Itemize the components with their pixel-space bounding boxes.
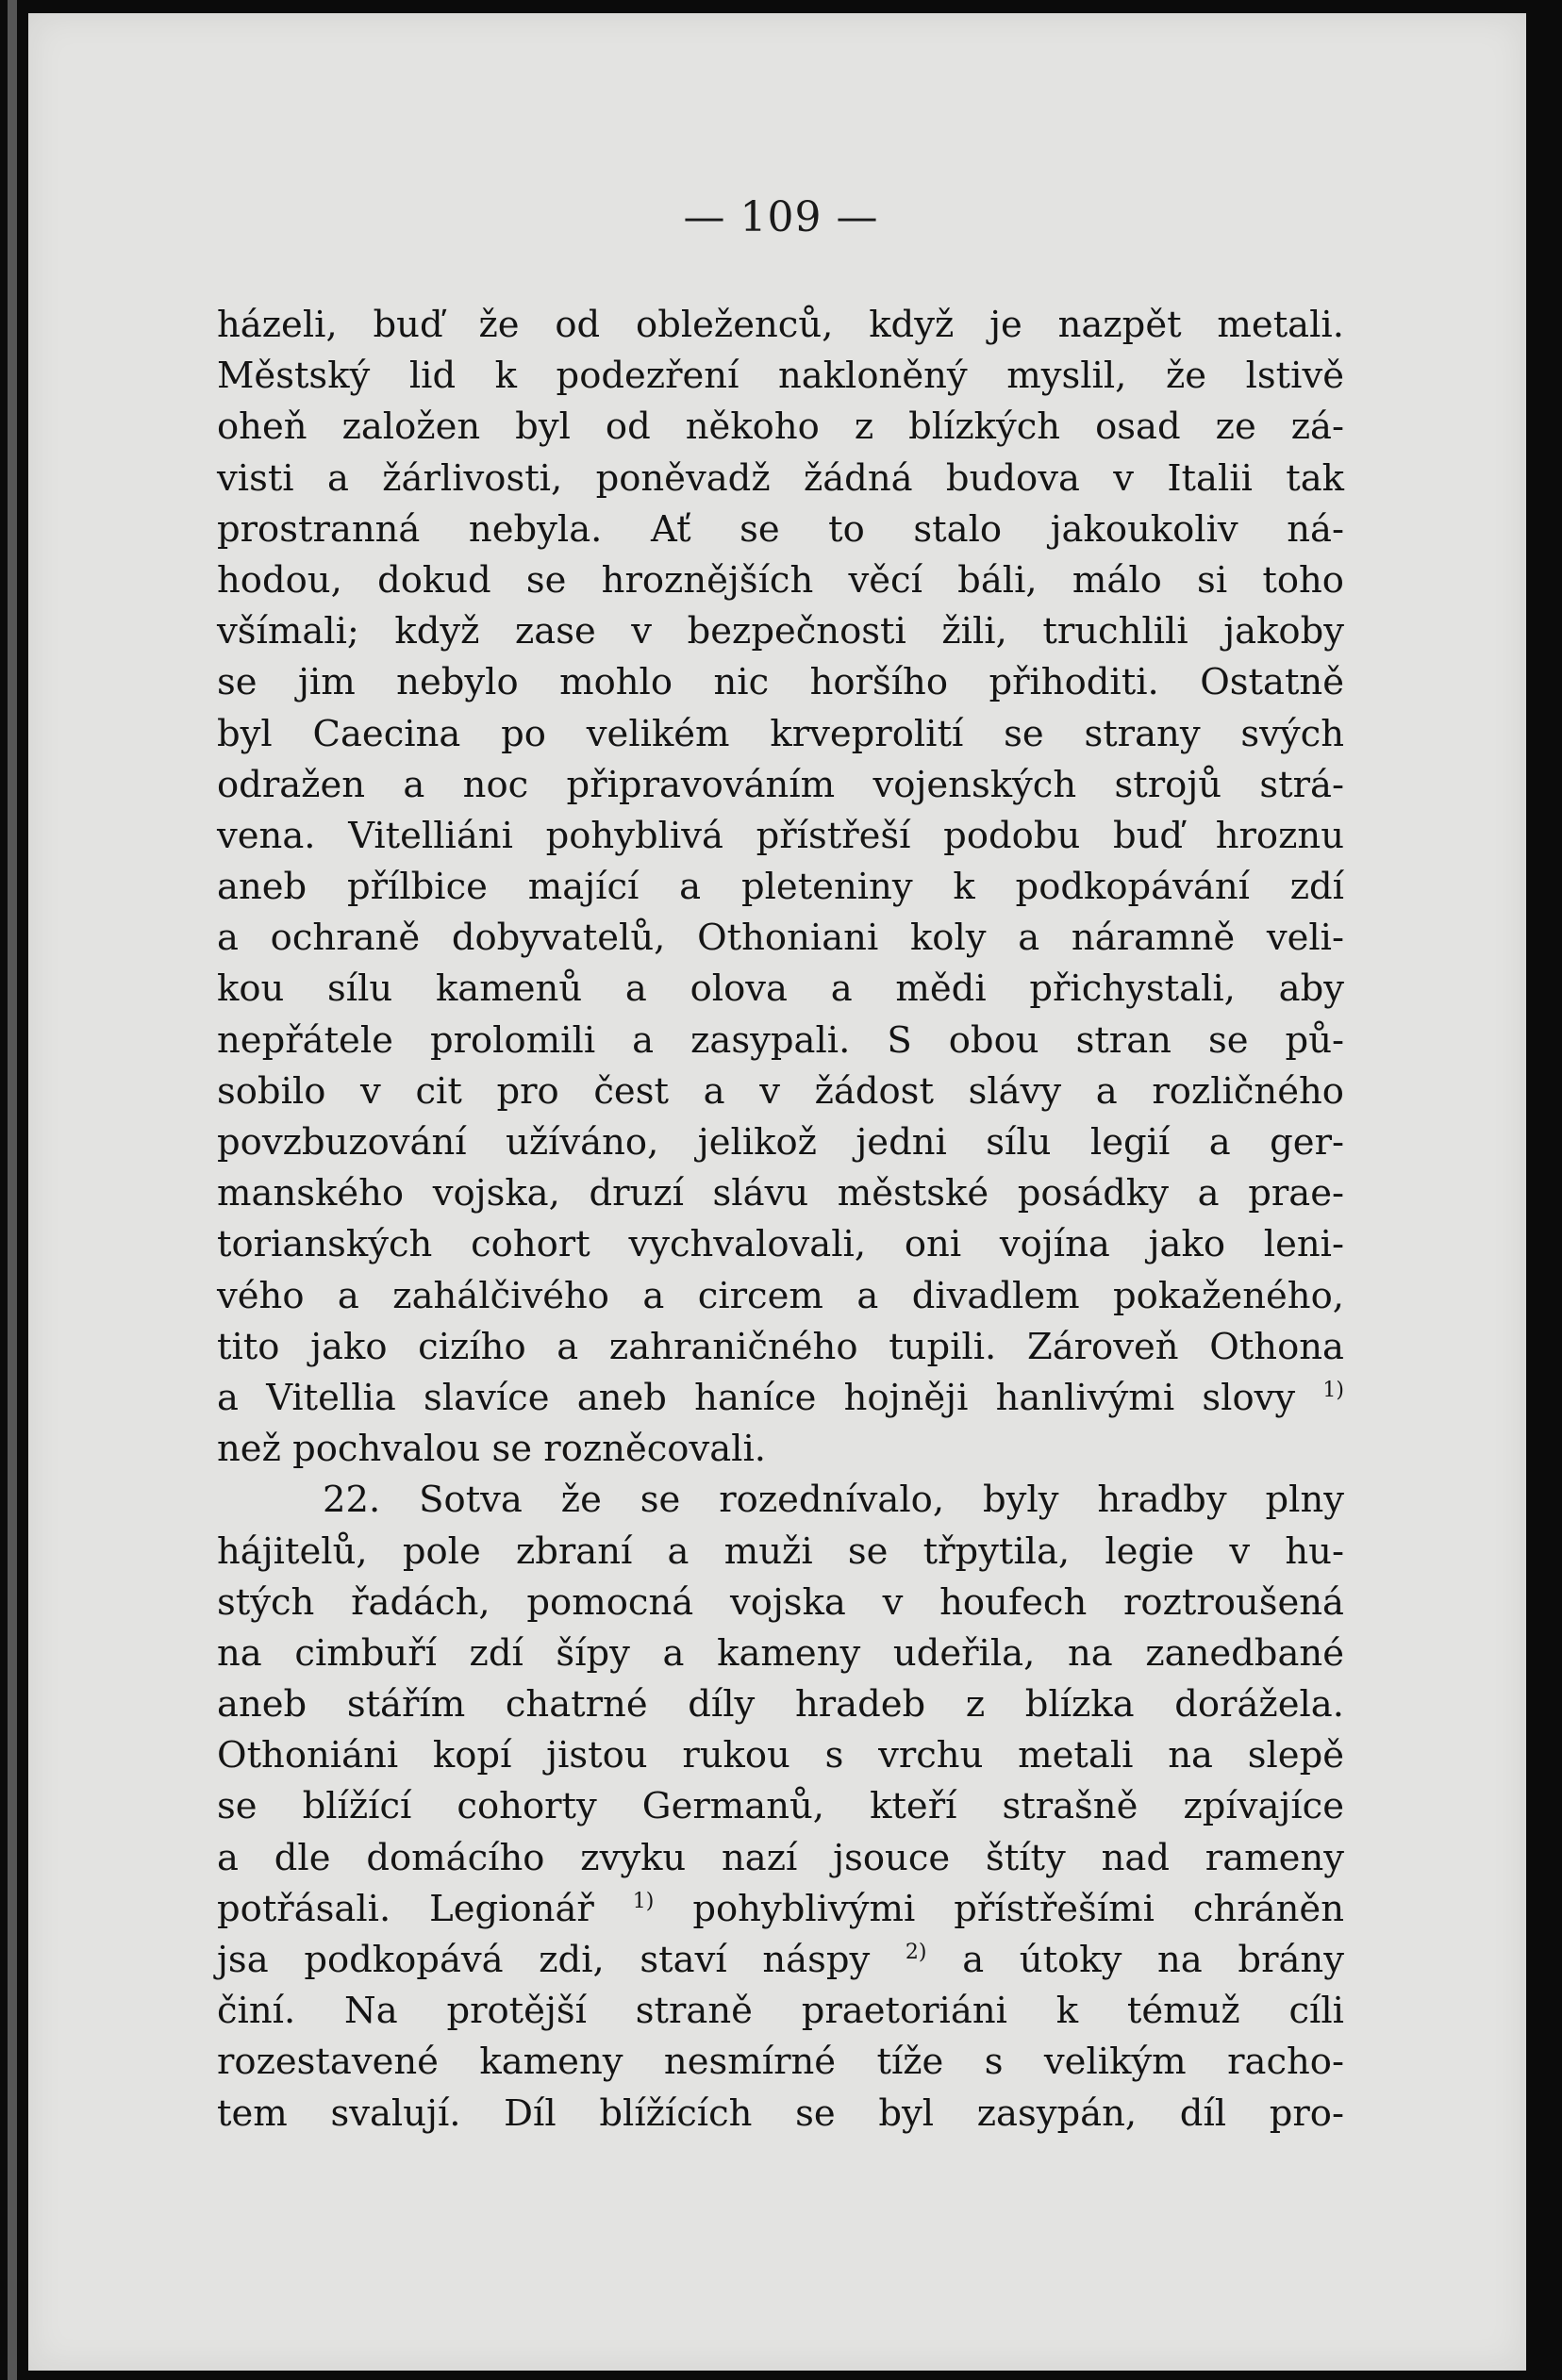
text-line: než pochvalou se rozněcovali. bbox=[217, 1428, 767, 1471]
text-line: tito jako cizího a zahraničného tupili. Zároveň Othona bbox=[217, 1325, 1344, 1368]
text-line: stých řadách, pomocná vojska v houfech roztroušená bbox=[217, 1580, 1344, 1624]
text-line: oheň založen byl od někoho z blízkých osad ze zá- bbox=[217, 405, 1344, 449]
text-line: manského vojska, druzí slávu městské posádky a prae- bbox=[217, 1172, 1344, 1215]
text-line: a ochraně dobyvatelů, Othoniani koly a náramně veli- bbox=[217, 917, 1344, 960]
text-line: se blížící cohorty Germanů, kteří strašně zpívajíce bbox=[217, 1785, 1344, 1828]
text-segment: jsa podkopává zdi, staví náspy bbox=[217, 1939, 871, 1981]
text-segment: potřásali. Legionář bbox=[217, 1887, 594, 1930]
text-line: byl Caecina po velikém krveprolití se strany svých bbox=[217, 712, 1344, 755]
text-line: na cimbuří zdí šípy a kameny udeřila, na zanedbané bbox=[217, 1631, 1344, 1675]
text-line: sobilo v cit pro čest a v žádost slávy a rozličného bbox=[217, 1069, 1344, 1113]
text-line: tem svalují. Díl blížících se byl zasypán, díl pro- bbox=[217, 2091, 1344, 2135]
text-line-with-footnote bbox=[217, 1373, 1344, 1424]
text-line: visti a žárlivosti, poněvadž žádná budova v Italii tak bbox=[217, 456, 1344, 500]
footnote-marker: 1) bbox=[632, 1889, 655, 1913]
text-line: Othoniáni kopí jistou rukou s vrchu metali na slepě bbox=[217, 1734, 1344, 1777]
text-line: činí. Na protější straně praetoriáni k témuž cíli bbox=[217, 1990, 1344, 2033]
text-line: rozestavené kameny nesmírné tíže s velikým racho- bbox=[217, 2041, 1344, 2084]
body-text bbox=[217, 300, 1344, 2140]
text-line: vena. Vitelliáni pohyblivá přístřeší podobu buď hroznu bbox=[217, 814, 1344, 857]
text-line: se jim nebylo mohlo nic horšího přihoditi. Ostatně bbox=[217, 661, 1344, 704]
binding-edge bbox=[8, 0, 17, 2380]
text-line: hájitelů, pole zbraní a muži se třpytila, legie v hu- bbox=[217, 1529, 1344, 1573]
text-line: všímali; když zase v bezpečnosti žili, truchlili jakoby bbox=[217, 610, 1344, 653]
text-line: aneb přílbice mající a pleteniny k podkopávání zdí bbox=[217, 866, 1344, 909]
text-line: odražen a noc připravováním vojenských strojů strá- bbox=[217, 763, 1344, 806]
text-line: nepřátele prolomili a zasypali. S obou stran se pů- bbox=[217, 1018, 1344, 1062]
text-line: házeli, buď že od obleženců, když je nazpět metali. bbox=[217, 304, 1344, 346]
text-line: torianských cohort vychvalovali, oni vojína jako leni- bbox=[217, 1223, 1344, 1266]
text-line: aneb stářím chatrné díly hradeb z blízka dorážela. bbox=[217, 1683, 1344, 1727]
scan-left-edge bbox=[0, 0, 28, 2380]
text-segment: pohyblivými přístřešími chráněn bbox=[692, 1887, 1344, 1930]
footnote-marker: 1) bbox=[1322, 1378, 1344, 1402]
text-segment: a útoky na brány bbox=[962, 1939, 1344, 1981]
text-line-with-footnote bbox=[217, 1935, 1344, 1986]
text-line: vého a zahálčivého a circem a divadlem pokaženého, bbox=[217, 1274, 1344, 1317]
text-line: povzbuzování užíváno, jelikož jedni sílu legií a ger- bbox=[217, 1121, 1344, 1164]
text-line: hodou, dokud se hroznějších věcí báli, málo si toho bbox=[217, 558, 1344, 602]
text-line: kou sílu kamenů a olova a mědi přichystali, aby bbox=[217, 967, 1344, 1011]
page-number: — 109 — bbox=[683, 193, 879, 241]
text-line: Městský lid k podezření nakloněný myslil, že lstivě bbox=[217, 355, 1344, 398]
text-line: a dle domácího zvyku nazí jsouce štíty nad rameny bbox=[217, 1836, 1344, 1879]
text-line: prostranná nebyla. Ať se to stalo jakoukoliv ná- bbox=[217, 507, 1344, 551]
footnote-marker: 2) bbox=[905, 1941, 927, 1964]
paragraph-start-line: 22. Sotva že se rozednívalo, byly hradby plny bbox=[323, 1479, 1344, 1522]
text-line-with-footnote bbox=[217, 1884, 1344, 1935]
text-segment: a Vitellia slavíce aneb haníce hojněji hanlivými slovy bbox=[217, 1376, 1296, 1419]
